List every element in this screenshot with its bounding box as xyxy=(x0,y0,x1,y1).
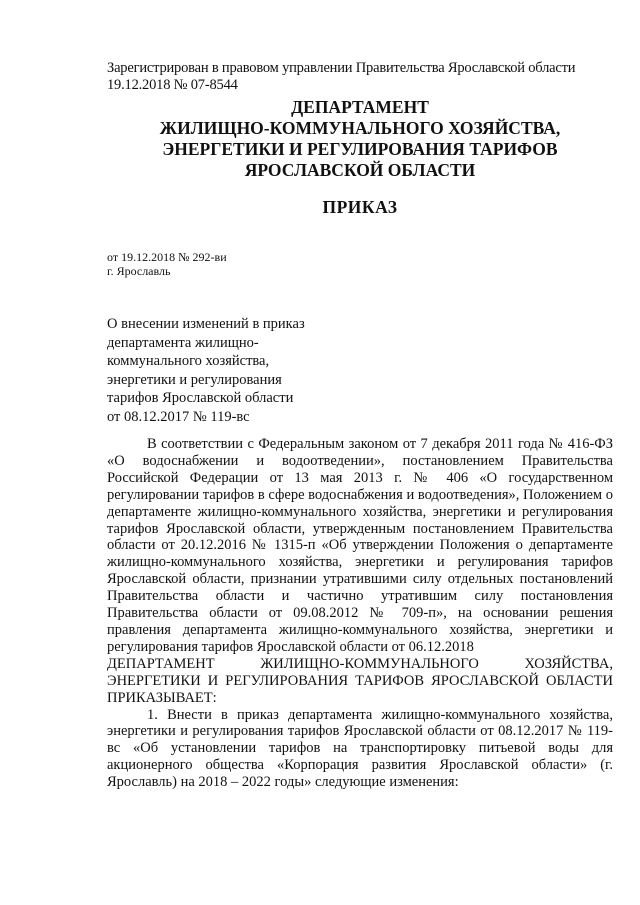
department-line-3: ЭНЕРГЕТИКИ И РЕГУЛИРОВАНИЯ ТАРИФОВ xyxy=(162,139,558,159)
department-header xyxy=(100,97,620,181)
body-orders: ДЕПАРТАМЕНТ ЖИЛИЩНО-КОММУНАЛЬНОГО ХОЗЯЙСТВА, ЭНЕРГЕТИКИ И РЕГУЛИРОВАНИЯ ТАРИФОВ ЯРОСЛАВСКОЙ ОБЛАСТИ ПРИКАЗЫВАЕТ: xyxy=(107,655,613,706)
order-title: ПРИКАЗ xyxy=(322,197,398,217)
registration-note xyxy=(107,60,627,94)
subject-line-3: коммунального хозяйства, xyxy=(107,353,270,369)
subject-line-4: энергетики и регулирования xyxy=(107,371,282,388)
subject-line-2: департамента жилищно- xyxy=(107,334,259,351)
registration-line-1: Зарегистрирован в правовом управлении Правительства Ярославской области xyxy=(107,60,576,76)
subject-line-1: О внесении изменений в приказ xyxy=(107,316,305,332)
department-line-2: ЖИЛИЩНО-КОММУНАЛЬНОГО ХОЗЯЙСТВА, xyxy=(159,118,561,138)
body-preamble: В соответствии с Федеральным законом от 7 декабря 2011 года № 416-ФЗ «О водоснабжении и водоотведении», постановлением Правительства Российской Федерации от 13 мая 2013 г. № 406 «О государственном регулировании тарифов в сфере водоснабжения и водоотведения», Положением о департаменте жилищно-коммунального хозяйства, энергетики и регулирования тарифов Ярославской области, утвержденным постановлением Правительства области от 20.12.2016 № 1315-п «Об утверждении Положения о департаменте жилищно-коммунального хозяйства, энергетики и регулирования тарифов Ярославской области, признании утратившими силу отдельных постановлений Правительства области и частично утратившим силу постановления Правительства области от 09.08.2012 № 709-п», на основании решения правления департамента жилищно-коммунального хозяйства, энергетики и регулирования тарифов Ярославской области от 06.12.2018 xyxy=(107,436,613,655)
body-item-1: 1. Внести в приказ департамента жилищно-коммунального хозяйства, энергетики и регулирования тарифов Ярославской области от 08.12.2017 № 119-вс «Об установлении тарифов на транспортировку питьевой воды для акционерного общества «Корпорация развития Ярославской области» (г. Ярославль) на 2018 – 2022 годы» следующие изменения: xyxy=(107,706,613,791)
order-place: г. Ярославль xyxy=(107,264,171,278)
order-body xyxy=(107,436,613,791)
subject-line-5: тарифов Ярославской области xyxy=(107,390,294,406)
department-line-1: ДЕПАРТАМЕНТ xyxy=(291,97,429,117)
order-meta xyxy=(107,250,227,278)
subject-line-6: от 08.12.2017 № 119-вс xyxy=(107,408,250,425)
order-date-number: от 19.12.2018 № 292-ви xyxy=(107,250,227,264)
order-subject xyxy=(107,315,337,426)
department-line-4: ЯРОСЛАВСКОЙ ОБЛАСТИ xyxy=(244,160,476,180)
registration-line-2: 19.12.2018 № 07-8544 xyxy=(107,77,238,93)
